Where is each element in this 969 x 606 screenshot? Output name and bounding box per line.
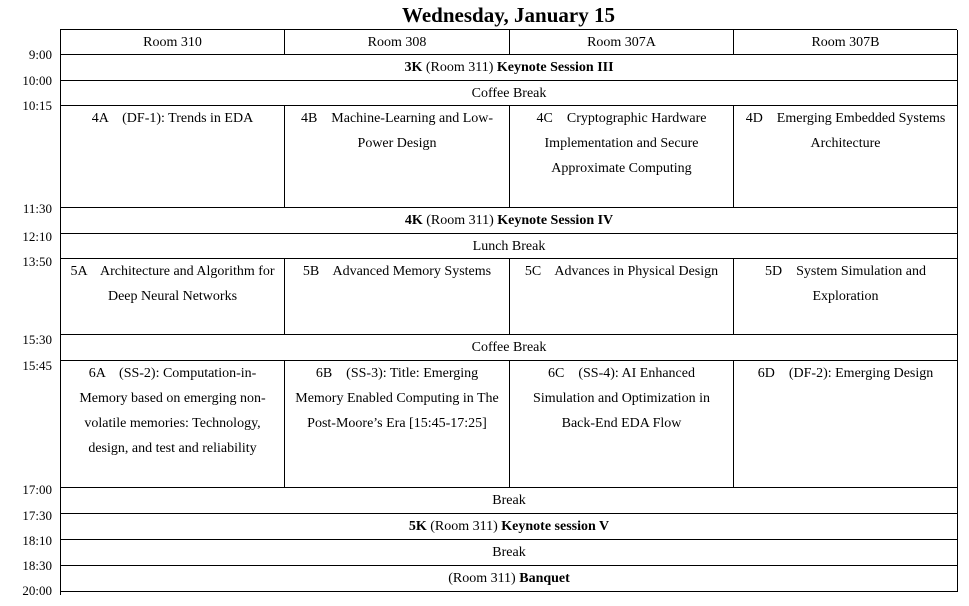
time-label: 11:30	[22, 201, 52, 216]
session-code: 3K	[404, 60, 423, 75]
session-5a: 5A Architecture and Algorithm for Deep Neural Networks	[61, 259, 285, 335]
session-room: (Room 311)	[422, 213, 498, 228]
session-6a: 6A (SS-2): Computation-in-Memory based on emerging non-volatile memories: Technology, design, and test and reliability	[61, 361, 285, 488]
session-room: (Room 311)	[426, 519, 502, 534]
session-title: Keynote session V	[501, 519, 610, 534]
break: Break	[61, 488, 958, 514]
time-label: 10:15	[22, 98, 52, 113]
session-5d: 5D System Simulation and Exploration	[734, 259, 958, 335]
room-header-308: Room 308	[285, 30, 510, 55]
session-code: 5K	[408, 519, 427, 534]
session-room: (Room 311)	[422, 60, 497, 75]
session-6d: 6D (DF-2): Emerging Design	[734, 361, 958, 488]
keynote-session-4	[61, 208, 958, 234]
room-header-307b: Room 307B	[734, 30, 958, 55]
session-title: Keynote Session IV	[497, 213, 614, 228]
page-title: Wednesday, January 15	[402, 3, 615, 27]
session-5b: 5B Advanced Memory Systems	[285, 259, 510, 335]
time-label: 18:10	[22, 533, 52, 548]
keynote-session-5	[61, 514, 958, 540]
banquet-title: Banquet	[519, 571, 570, 586]
time-label: 17:30	[22, 508, 52, 523]
coffee-break: Coffee Break	[61, 335, 958, 361]
banquet-room: (Room 311)	[448, 571, 520, 586]
banquet	[61, 566, 958, 592]
room-header-310: Room 310	[61, 30, 285, 55]
break: Break	[61, 540, 958, 566]
time-column	[0, 0, 60, 606]
time-label: 12:10	[22, 229, 52, 244]
time-label: 13:50	[22, 254, 52, 269]
lunch-break: Lunch Break	[61, 234, 958, 259]
coffee-break: Coffee Break	[61, 81, 958, 106]
time-label: 17:00	[22, 482, 52, 497]
session-6c: 6C (SS-4): AI Enhanced Simulation and Optimization in Back-End EDA Flow	[510, 361, 734, 488]
time-label: 10:00	[22, 73, 52, 88]
keynote-session-3	[61, 55, 958, 81]
session-5c: 5C Advances in Physical Design	[510, 259, 734, 335]
schedule-table	[60, 29, 957, 595]
session-4d: 4D Emerging Embedded Systems Architecture	[734, 106, 958, 208]
time-label: 9:00	[28, 47, 52, 62]
session-4c: 4C Cryptographic Hardware Implementation and Secure Approximate Computing	[510, 106, 734, 208]
time-label: 15:45	[22, 358, 52, 373]
session-4b: 4B Machine-Learning and Low-Power Design	[285, 106, 510, 208]
session-code: 4K	[404, 213, 423, 228]
time-label: 20:00	[22, 583, 52, 598]
session-title: Keynote Session III	[496, 60, 614, 75]
session-4a: 4A (DF-1): Trends in EDA	[61, 106, 285, 208]
room-header-307a: Room 307A	[510, 30, 734, 55]
session-6b: 6B (SS-3): Title: Emerging Memory Enabled Computing in The Post-Moore’s Era [15:45-17:25]	[285, 361, 510, 488]
time-label: 15:30	[22, 332, 52, 347]
time-label: 18:30	[22, 558, 52, 573]
